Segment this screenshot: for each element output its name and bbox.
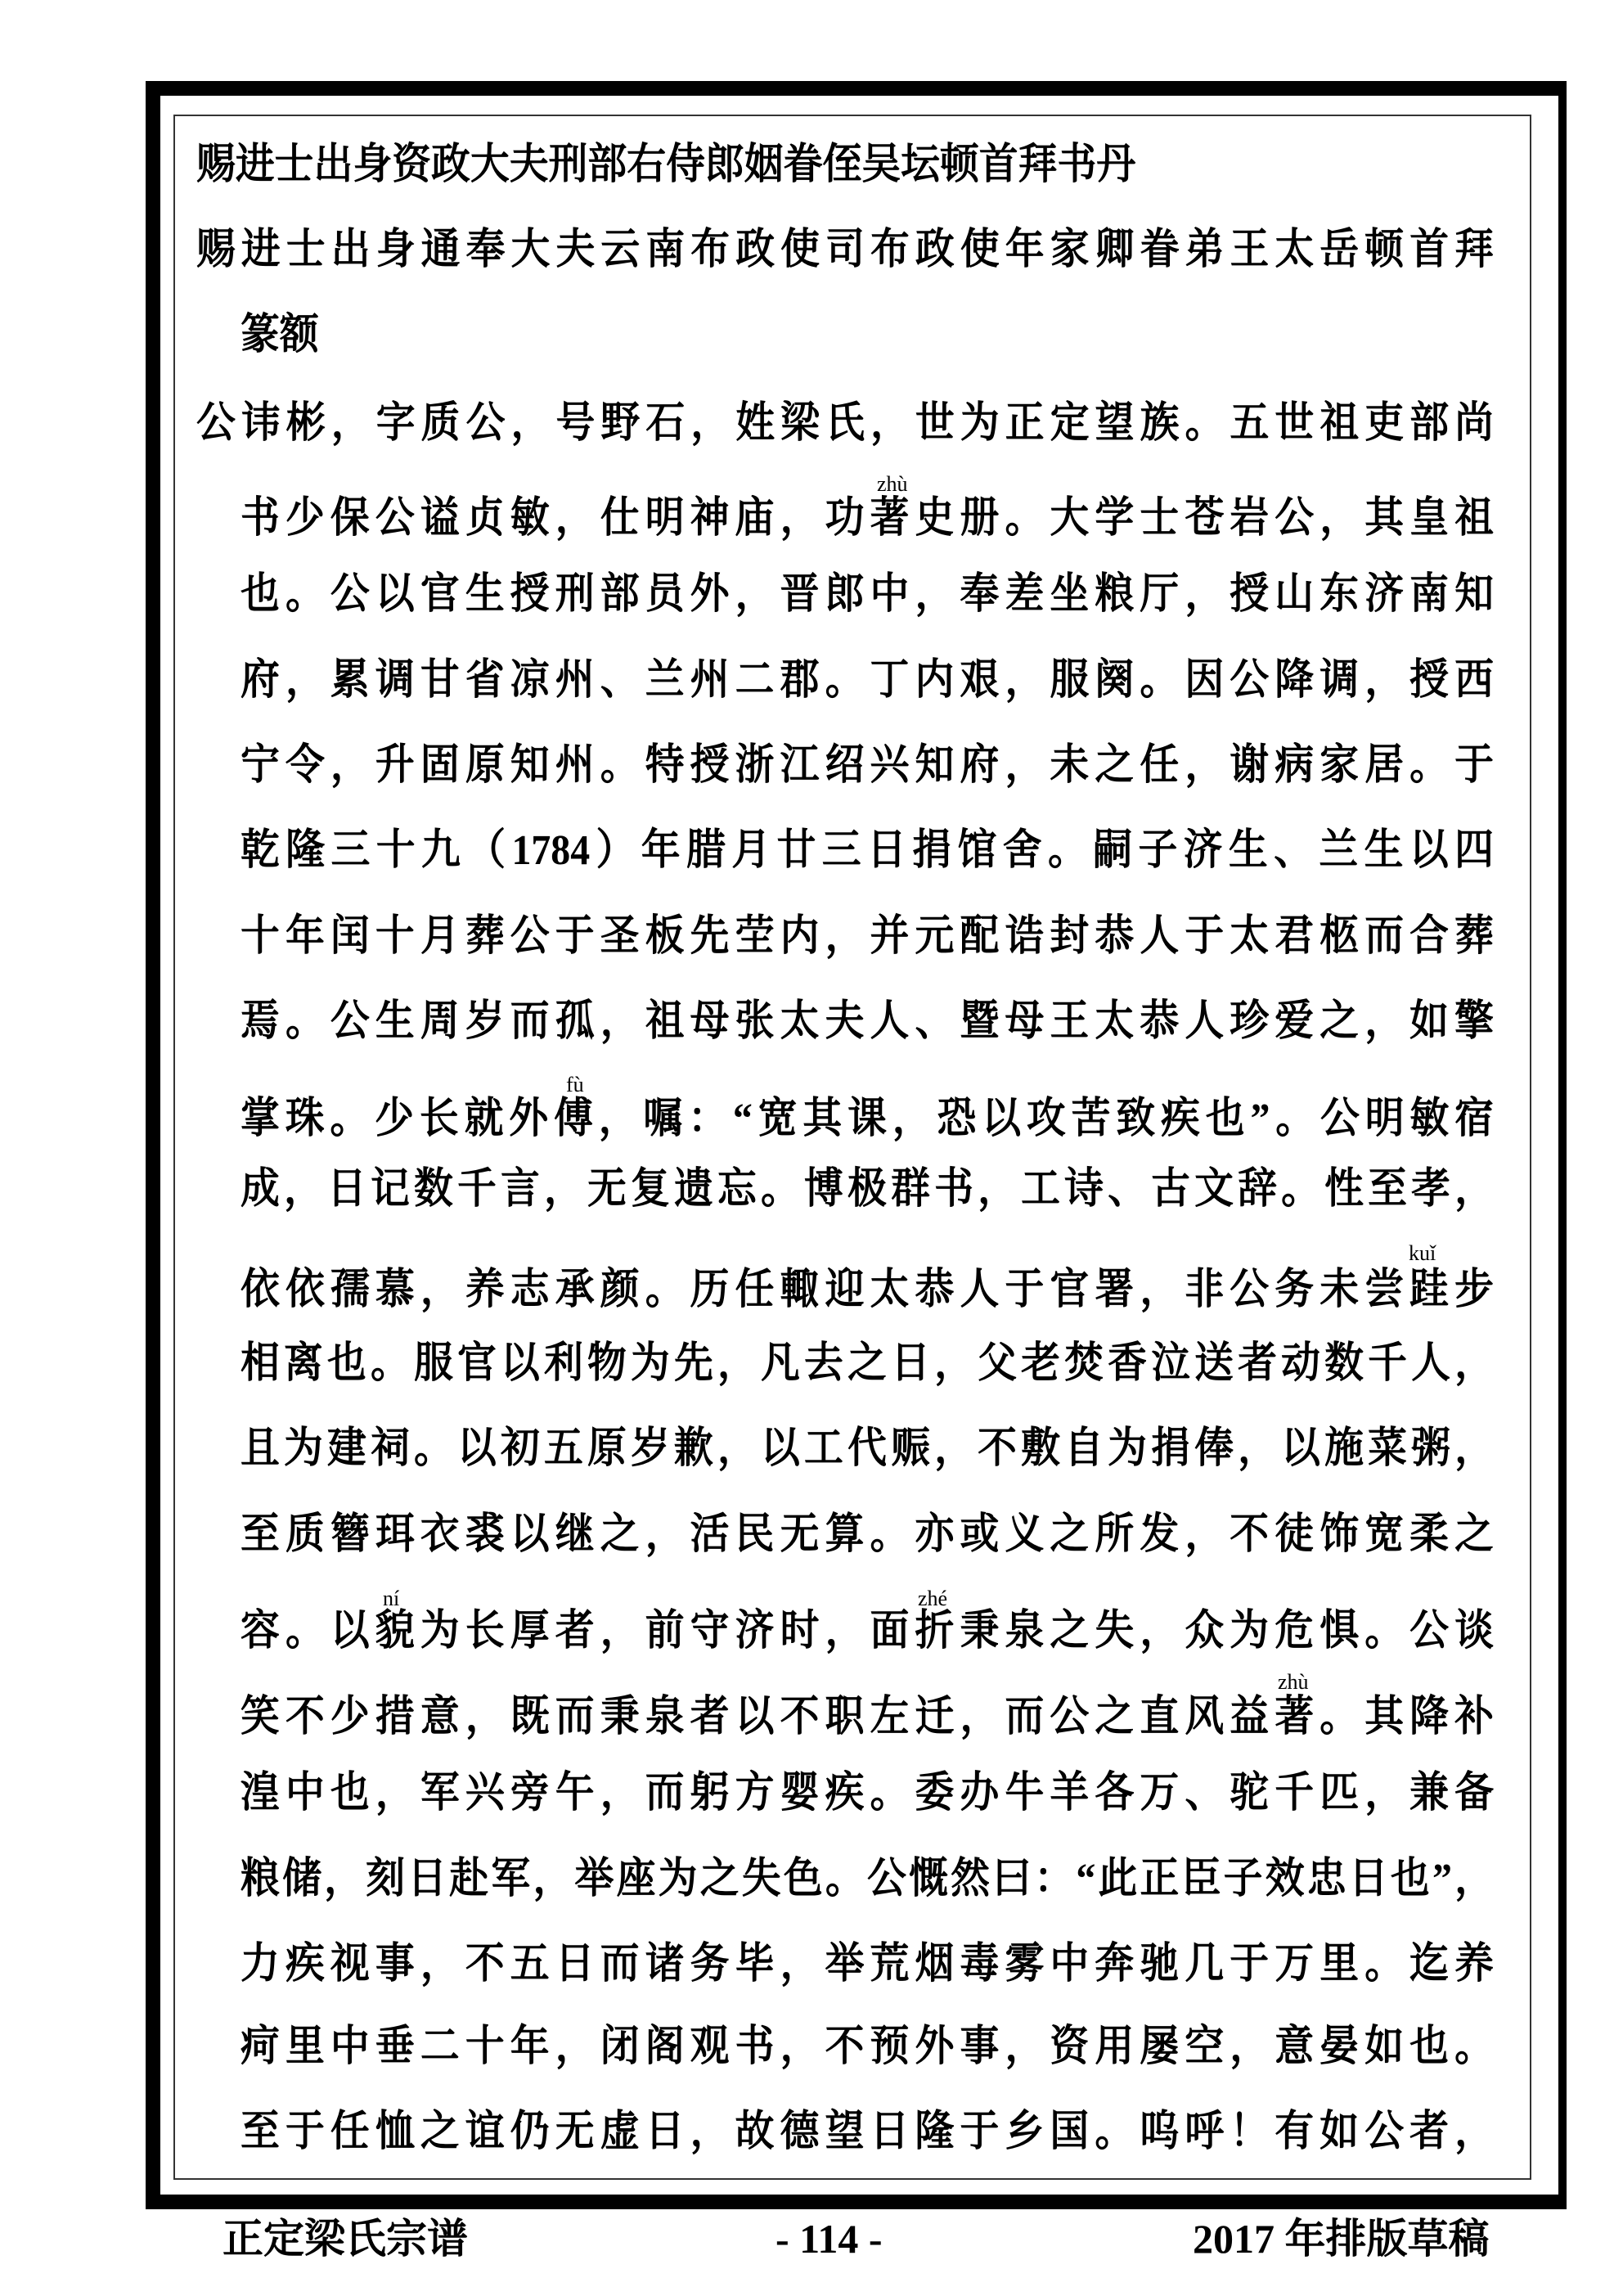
pinyin-annotation: fù xyxy=(566,1073,584,1096)
pinyin-annotation: ní xyxy=(383,1587,400,1610)
text-line: 焉。公生周岁而孤，祖母张太夫人、暨母王太恭人珍爱之，如擎 xyxy=(241,998,1494,1045)
text-line: 乾隆三十九（1784）年腊月廿三日捐馆舍。嗣子济生、兰生以四 xyxy=(241,827,1494,874)
text-line: 力疾视事，不五日而诸务毕，举荒烟毒雾中奔驰几于万里。迄养 xyxy=(241,1941,1494,1988)
text-line: 也。公以官生授刑部员外，晋郎中，奉差坐粮厅，授山东济南知 xyxy=(241,571,1494,618)
text-line: 掌珠。少长就外傅，嘱：“宽其课，恐以攻苦致疾也”。公明敏宿 xyxy=(241,1096,1494,1142)
footer-book-title: 正定梁氏宗谱 xyxy=(223,2216,468,2262)
text-line: 篆额 xyxy=(241,312,319,358)
text-line: 书少保公谥贞敏，仕明神庙，功著史册。大学士苍岩公，其皇祖 xyxy=(241,495,1494,542)
text-line: 至质簪珥衣裘以继之，活民无算。亦或义之所发，不徒饰宽柔之 xyxy=(241,1511,1494,1558)
text-line: 粮储，刻日赴军，举座为之失色。公慨然曰：“此正臣子效忠日也”， xyxy=(241,1856,1494,1902)
text-line: 依依孺慕，养志承颜。历任輙迎太恭人于官署，非公务未尝跬步 xyxy=(241,1267,1494,1313)
text-line: 宁令，升固原知州。特授浙江绍兴知府，未之任，谢病家居。于 xyxy=(241,742,1494,789)
text-line: 赐进士出身资政大夫刑部右侍郎姻眷侄吴坛顿首拜书丹 xyxy=(196,142,1136,188)
pinyin-annotation: zhé xyxy=(918,1587,948,1610)
text-line: 至于任恤之谊仍无虚日，故德望日隆于乡国。呜呼！有如公者， xyxy=(241,2109,1494,2155)
footer-draft-note: 2017 年排版草稿 xyxy=(1193,2216,1490,2262)
text-line: 笑不少措意，既而秉泉者以不职左迁，而公之直风益著。其降补 xyxy=(241,1694,1494,1740)
text-line: 十年闰十月葬公于圣板先茔内，并元配诰封恭人于太君柩而合葬 xyxy=(241,913,1494,960)
text-line: 容。以貌为长厚者，前守济时，面折秉泉之失，众为危惧。公谈 xyxy=(241,1608,1494,1654)
footer-page-number: - 114 - xyxy=(776,2216,883,2262)
pinyin-annotation: zhù xyxy=(1278,1670,1309,1694)
text-line: 成，日记数千言，无复遗忘。博极群书，工诗、古文辞。性至孝， xyxy=(241,1166,1494,1213)
text-line: 湟中也，军兴旁午，而躬方婴疾。委办牛羊各万、驼千匹，兼备 xyxy=(241,1770,1494,1817)
text-line: 赐进士出身通奉大夫云南布政使司布政使年家卿眷弟王太岳顿首拜 xyxy=(196,227,1494,273)
text-line: 疴里中垂二十年，闭阁观书，不预外事，资用屡空，意晏如也。 xyxy=(241,2024,1494,2070)
pinyin-annotation: zhù xyxy=(877,472,908,496)
text-line: 且为建祠。以初五原岁歉，以工代赈，不敷自为捐俸，以施菜粥， xyxy=(241,1425,1494,1472)
text-line: 公讳彬，字质公，号野石，姓梁氏，世为正定望族。五世祖吏部尚 xyxy=(196,400,1494,447)
text-line: 府，累调甘省凉州、兰州二郡。丁内艰，服阕。因公降调，授西 xyxy=(241,657,1494,704)
pinyin-annotation: kuǐ xyxy=(1409,1241,1436,1265)
text-line: 相离也。服官以利物为先，凡去之日，父老焚香泣送者动数千人， xyxy=(241,1340,1494,1387)
